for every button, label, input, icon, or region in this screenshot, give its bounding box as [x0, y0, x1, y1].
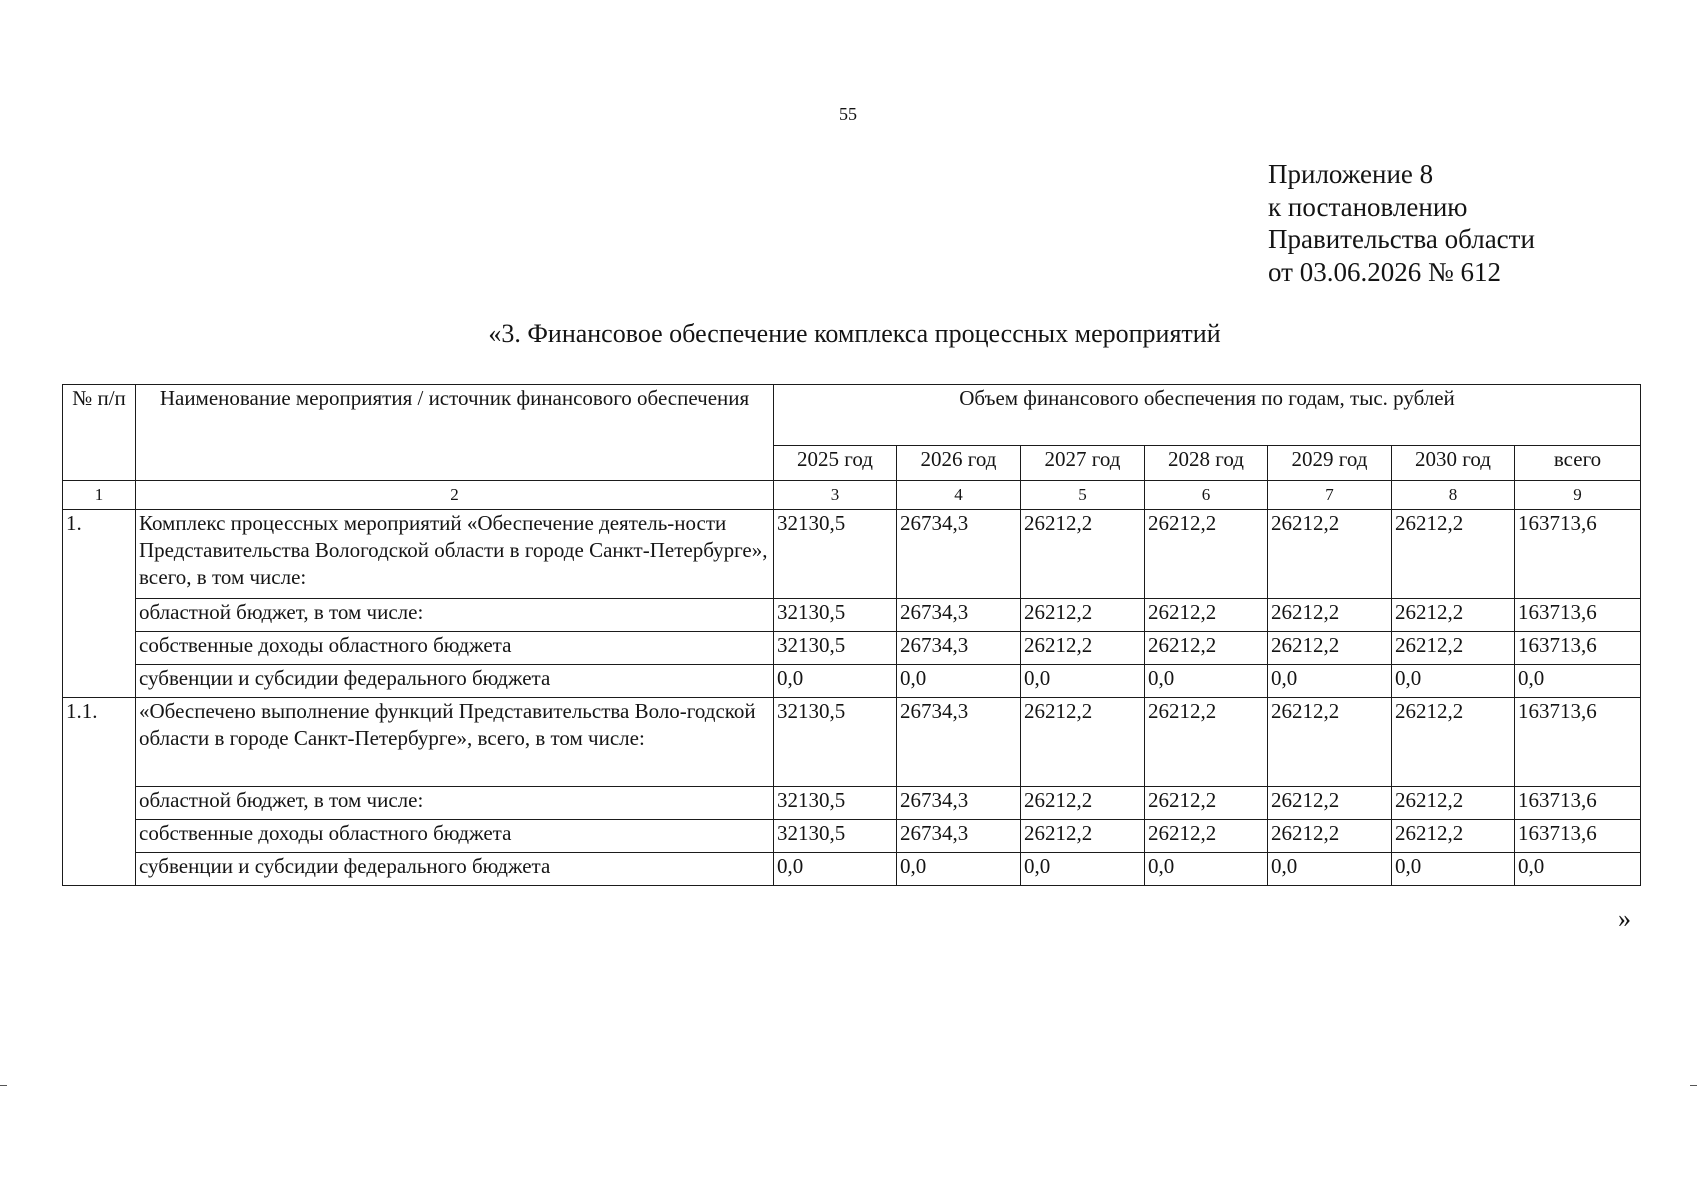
row-value: 0,0: [1145, 853, 1268, 886]
header-year: 2028 год: [1145, 446, 1268, 481]
column-number: 9: [1515, 481, 1641, 510]
row-name: собственные доходы областного бюджета: [136, 632, 774, 665]
row-number: 1.: [63, 510, 136, 698]
row-value: 163713,6: [1515, 820, 1641, 853]
row-value: 26212,2: [1392, 599, 1515, 632]
row-value: 26212,2: [1145, 698, 1268, 787]
header-volume: Объем финансового обеспечения по годам, тыс. рублей: [774, 385, 1641, 446]
row-value: 0,0: [897, 665, 1021, 698]
column-number: 6: [1145, 481, 1268, 510]
row-value: 26734,3: [897, 698, 1021, 787]
appendix-line: Приложение 8: [1268, 159, 1434, 189]
row-value: 26212,2: [1268, 599, 1392, 632]
row-value: 0,0: [1021, 853, 1145, 886]
header-year: 2027 год: [1021, 446, 1145, 481]
row-value: 0,0: [897, 853, 1021, 886]
row-value: 32130,5: [774, 698, 897, 787]
column-number: 2: [136, 481, 774, 510]
row-value: 32130,5: [774, 820, 897, 853]
row-value: 26734,3: [897, 632, 1021, 665]
appendix-line: к постановлению: [1268, 191, 1468, 222]
row-value: 26734,3: [897, 510, 1021, 599]
table-row: [63, 698, 1641, 787]
row-value: 163713,6: [1515, 510, 1641, 599]
row-value: 26212,2: [1268, 787, 1392, 820]
row-value: 0,0: [1515, 853, 1641, 886]
row-value: 0,0: [1268, 853, 1392, 886]
table-row: [63, 787, 1641, 820]
row-value: 26212,2: [1268, 632, 1392, 665]
header-number: № п/п: [63, 385, 136, 481]
row-value: 26212,2: [1392, 787, 1515, 820]
row-value: 26212,2: [1021, 787, 1145, 820]
column-number: 4: [897, 481, 1021, 510]
row-value: 0,0: [774, 853, 897, 886]
row-value: 163713,6: [1515, 787, 1641, 820]
row-value: 163713,6: [1515, 632, 1641, 665]
row-value: 0,0: [1145, 665, 1268, 698]
header-year: 2025 год: [774, 446, 897, 481]
row-value: 26212,2: [1268, 698, 1392, 787]
column-number: 8: [1392, 481, 1515, 510]
row-value: 26212,2: [1021, 698, 1145, 787]
table-row: [63, 599, 1641, 632]
column-number: 3: [774, 481, 897, 510]
row-value: 26212,2: [1268, 820, 1392, 853]
appendix-line: от 03.06.2026 № 612: [1268, 256, 1501, 287]
closing-quote: »: [1618, 904, 1631, 933]
row-name: областной бюджет, в том числе:: [136, 599, 774, 632]
row-number: 1.1.: [63, 698, 136, 886]
column-number: 1: [63, 481, 136, 510]
row-value: 32130,5: [774, 632, 897, 665]
row-value: 26212,2: [1392, 698, 1515, 787]
table-row: [63, 510, 1641, 599]
row-value: 163713,6: [1515, 698, 1641, 787]
row-value: 0,0: [1021, 665, 1145, 698]
row-value: 26212,2: [1021, 599, 1145, 632]
row-value: 0,0: [1515, 665, 1641, 698]
header-year: 2030 год: [1392, 446, 1515, 481]
row-value: 26212,2: [1145, 510, 1268, 599]
row-value: 26212,2: [1145, 820, 1268, 853]
table-row: [63, 820, 1641, 853]
header-year: всего: [1515, 446, 1641, 481]
financing-table: [62, 384, 1641, 886]
header-year: 2029 год: [1268, 446, 1392, 481]
row-value: 26212,2: [1392, 820, 1515, 853]
row-value: 0,0: [1268, 665, 1392, 698]
table-row: [63, 632, 1641, 665]
table-row: [63, 853, 1641, 886]
row-name: областной бюджет, в том числе:: [136, 787, 774, 820]
column-number: 7: [1268, 481, 1392, 510]
scan-artifact: [0, 1085, 7, 1086]
row-value: 26212,2: [1021, 632, 1145, 665]
row-value: 26734,3: [897, 599, 1021, 632]
row-value: 32130,5: [774, 510, 897, 599]
row-name: субвенции и субсидии федерального бюджета: [136, 665, 774, 698]
column-numbers-row: [63, 481, 1641, 510]
row-value: 0,0: [774, 665, 897, 698]
scan-artifact: [1690, 1085, 1697, 1086]
row-value: 26212,2: [1145, 632, 1268, 665]
appendix-header: [1268, 158, 1535, 288]
row-value: 26212,2: [1392, 510, 1515, 599]
row-name: собственные доходы областного бюджета: [136, 820, 774, 853]
row-value: 0,0: [1392, 665, 1515, 698]
section-title: «3. Финансовое обеспечение комплекса процессных мероприятий: [488, 319, 1221, 348]
header-year: 2026 год: [897, 446, 1021, 481]
row-value: 26734,3: [897, 787, 1021, 820]
column-number: 5: [1021, 481, 1145, 510]
row-value: 26212,2: [1021, 820, 1145, 853]
row-value: 26212,2: [1268, 510, 1392, 599]
row-value: 26212,2: [1145, 787, 1268, 820]
table-row: [63, 665, 1641, 698]
row-value: 26212,2: [1145, 599, 1268, 632]
row-value: 26212,2: [1021, 510, 1145, 599]
row-name: «Обеспечено выполнение функций Представительства Воло-годской области в городе Санкт-Петербурге», всего, в том числе:: [136, 698, 774, 787]
row-value: 26212,2: [1392, 632, 1515, 665]
row-value: 26734,3: [897, 820, 1021, 853]
row-name: Комплекс процессных мероприятий «Обеспечение деятель-ности Представительства Вологодской области в городе Санкт-Петербурге», всего, в том числе:: [136, 510, 774, 599]
header-name: Наименование мероприятия / источник финансового обеспечения: [136, 385, 774, 481]
row-value: 32130,5: [774, 787, 897, 820]
page-number: 55: [839, 104, 857, 124]
appendix-line: Правительства области: [1268, 224, 1535, 254]
header-row: [63, 385, 1641, 446]
row-value: 163713,6: [1515, 599, 1641, 632]
row-value: 0,0: [1392, 853, 1515, 886]
row-name: субвенции и субсидии федерального бюджета: [136, 853, 774, 886]
row-value: 32130,5: [774, 599, 897, 632]
